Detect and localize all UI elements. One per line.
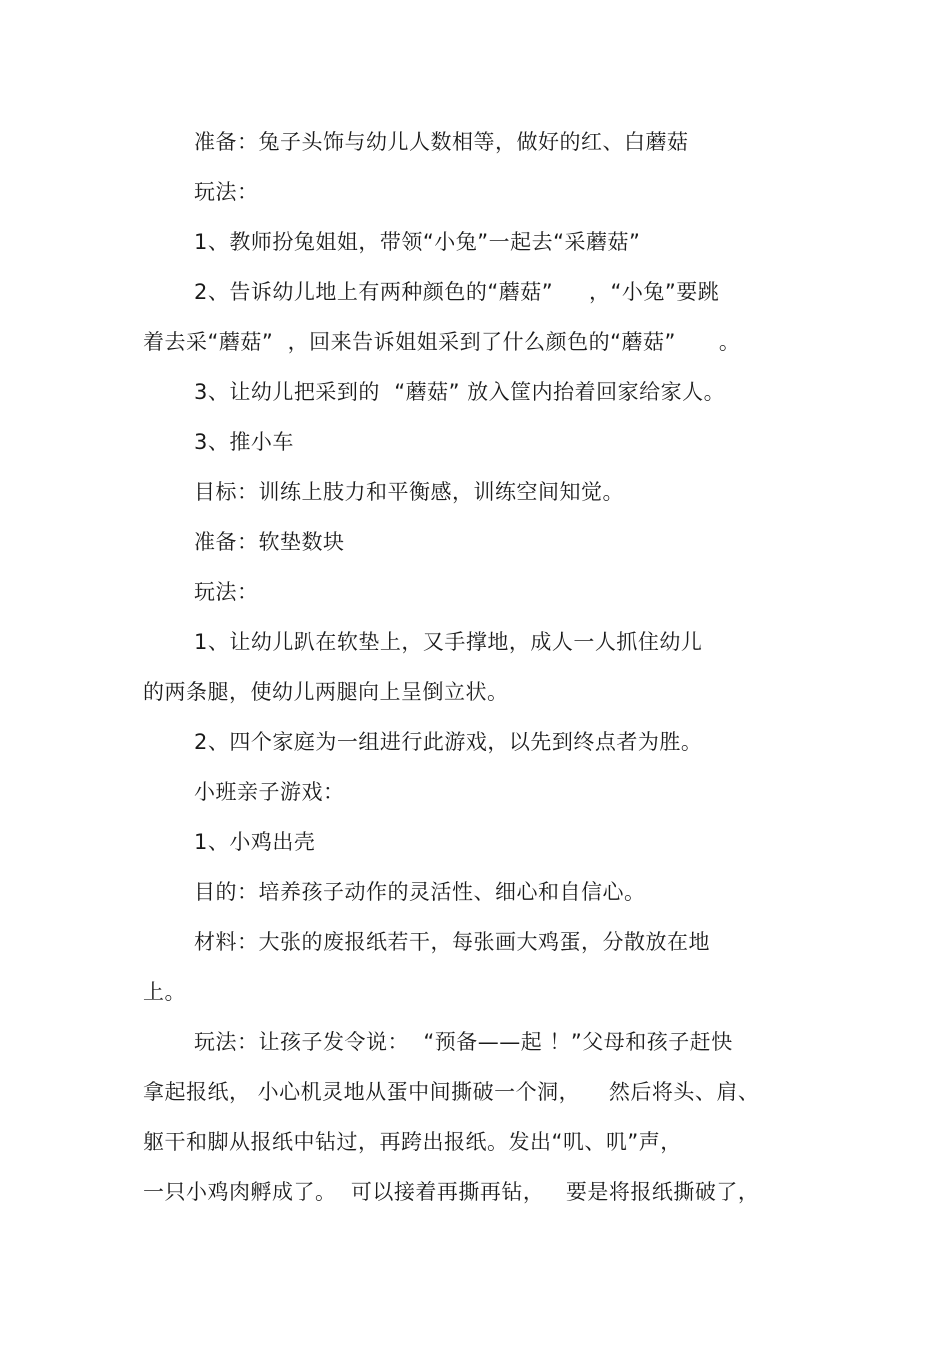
text-line: 玩法： [194, 180, 259, 204]
text-line: 着去采“蘑菇” ，回来告诉姐姐采到了什么颜色的“蘑菇” 。 [143, 330, 741, 354]
text-line: 的两条腿，使幼儿两腿向上呈倒立状。 [143, 680, 509, 704]
text-line: 3、让幼儿把采到的 “蘑菇” 放入筐内抬着回家给家人。 [194, 380, 726, 404]
section-heading: 3、推小车 [194, 430, 294, 454]
text-line: 目的：培养孩子动作的灵活性、细心和自信心。 [194, 880, 646, 904]
text-line: 2、告诉幼儿地上有两种颜色的“蘑菇” ，“小兔”要跳 [194, 280, 720, 304]
text-line: 上。 [143, 980, 186, 1004]
text-line: 玩法： [194, 580, 259, 604]
text-line: 拿起报纸， 小心机灵地从蛋中间撕破一个洞， 然后将头、肩、 [143, 1080, 760, 1104]
text-line: 准备：兔子头饰与幼儿人数相等，做好的红、白蘑菇 [194, 130, 689, 154]
text-line: 2、四个家庭为一组进行此游戏，以先到终点者为胜。 [194, 730, 703, 754]
text-line: 准备：软垫数块 [194, 530, 345, 554]
text-line: 躯干和脚从报纸中钻过，再跨出报纸。发出“叽、叽”声， [143, 1130, 682, 1154]
text-line: 材料：大张的废报纸若干，每张画大鸡蛋，分散放在地 [194, 930, 710, 954]
text-line: 目标：训练上肢力和平衡感，训练空间知觉。 [194, 480, 624, 504]
text-line: 玩法：让孩子发令说： “预备——起 ！”父母和孩子赶快 [194, 1030, 733, 1054]
text-line: 1、让幼儿趴在软垫上，又手撑地，成人一人抓住幼儿 [194, 630, 703, 654]
text-line: 1、教师扮兔姐姐，带领“小兔”一起去“采蘑菇” [194, 230, 641, 254]
text-line: 一只小鸡肉孵成了。 可以接着再撕再钻， 要是将报纸撕破了， [143, 1180, 760, 1204]
section-heading: 1、小鸡出壳 [194, 830, 316, 854]
section-heading: 小班亲子游戏： [194, 780, 345, 804]
